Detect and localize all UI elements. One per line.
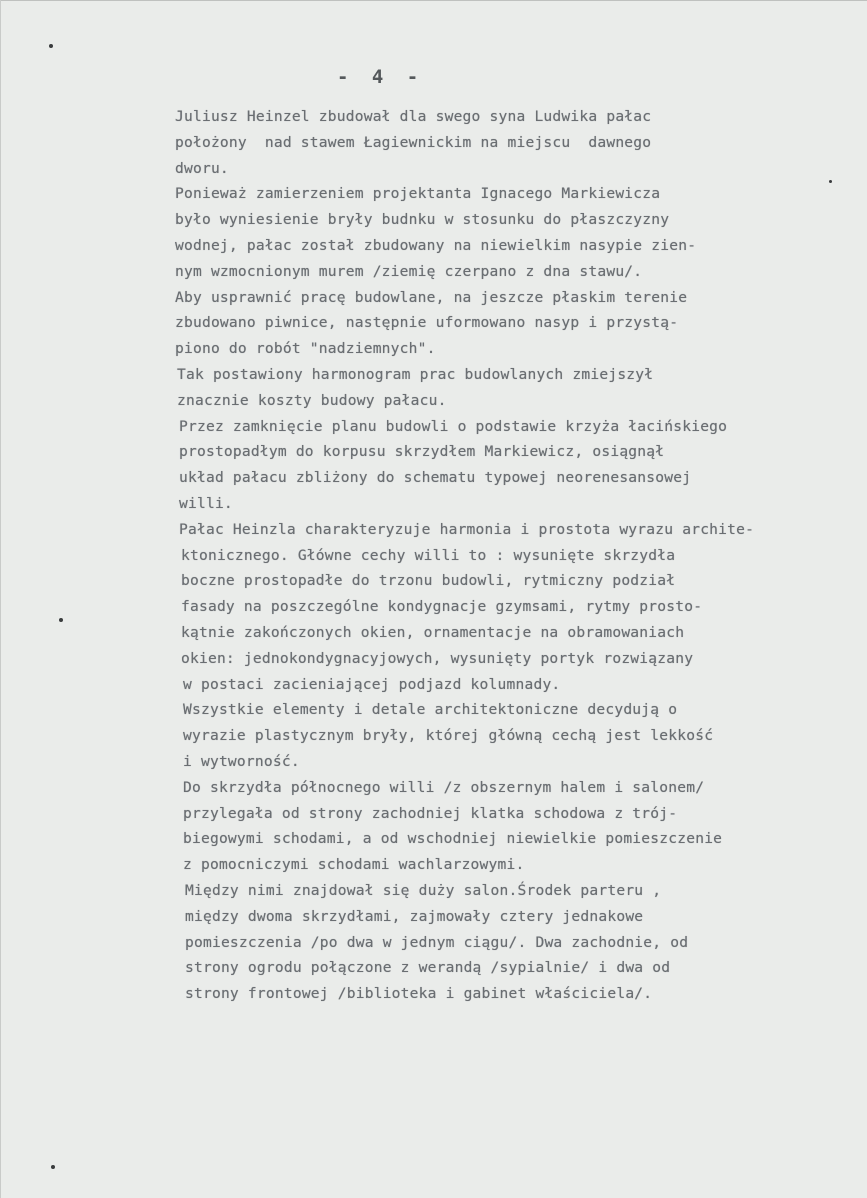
text-line: fasady na poszczególne kondygnacje gzymsami, rytmy prosto- bbox=[181, 598, 703, 616]
text-line: boczne prostopadłe do trzonu budowli, rytmiczny podział bbox=[181, 572, 676, 590]
text-line: Wszystkie elementy i detale architektoniczne decydują o bbox=[183, 701, 678, 719]
text-line: Juliusz Heinzel zbudował dla swego syna Ludwika pałac bbox=[175, 108, 652, 125]
text-line: układ pałacu zbliżony do schematu typowej neorenesansowej bbox=[179, 469, 692, 487]
text-line: położony nad stawem Łagiewnickim na miejscu dawnego bbox=[175, 133, 652, 151]
text-line: wyrazie plastycznym bryły, której główną cechą jest lekkość bbox=[183, 727, 714, 745]
text-line: Ponieważ zamierzeniem projektanta Ignacego Markiewicza bbox=[175, 185, 661, 203]
margin-speck bbox=[49, 44, 53, 48]
typewritten-body bbox=[175, 104, 855, 1007]
text-line: biegowymi schodami, a od wschodniej niewielkie pomieszczenie bbox=[183, 830, 723, 848]
text-line: było wyniesienie bryły budnku w stosunku do płaszczyzny bbox=[175, 211, 670, 229]
text-line: prostopadłym do korpusu skrzydłem Markiewicz, osiągnął bbox=[179, 443, 665, 461]
text-line: ktonicznego. Główne cechy willi to : wysunięte skrzydła bbox=[181, 546, 676, 564]
text-line: Aby usprawnić pracę budowlane, na jeszcze płaskim terenie bbox=[175, 288, 688, 306]
text-line: Między nimi znajdował się duży salon.Środek parteru , bbox=[185, 881, 662, 899]
text-line: dworu. bbox=[175, 159, 229, 177]
text-line: kątnie zakończonych okien, ornamentacje na obramowaniach bbox=[181, 623, 685, 641]
text-line: okien: jednokondygnacyjowych, wysunięty portyk rozwiązany bbox=[181, 649, 694, 667]
page-edge bbox=[1, 0, 867, 1]
page-number: - 4 - bbox=[337, 66, 425, 88]
text-line: Przez zamknięcie planu budowli o podstawie krzyża łacińskiego bbox=[179, 417, 728, 435]
text-line: i wytworność. bbox=[183, 752, 300, 770]
text-line: zbudowano piwnice, następnie uformowano nasyp i przystą- bbox=[175, 314, 679, 332]
text-line: przylegała od strony zachodniej klatka schodowa z trój- bbox=[183, 804, 678, 822]
text-line: strony ogrodu połączone z werandą /sypialnie/ i dwa od bbox=[185, 959, 671, 977]
text-line: nym wzmocnionym murem /ziemię czerpano z dna stawu/. bbox=[175, 262, 643, 280]
margin-speck bbox=[51, 1165, 55, 1169]
text-line: w postaci zacieniającej podjazd kolumnady. bbox=[183, 675, 561, 693]
text-line: willi. bbox=[179, 494, 233, 512]
text-line: pomieszczenia /po dwa w jednym ciągu/. Dwa zachodnie, od bbox=[185, 933, 689, 951]
text-line: Pałac Heinzla charakteryzuje harmonia i prostota wyrazu archite- bbox=[179, 520, 755, 538]
text-line: strony frontowej /biblioteka i gabinet właściciela/. bbox=[185, 985, 653, 1003]
text-line: między dwoma skrzydłami, zajmowały cztery jednakowe bbox=[185, 907, 644, 925]
text-line: wodnej, pałac został zbudowany na niewielkim nasypie zien- bbox=[175, 236, 697, 254]
text-line: z pomocniczymi schodami wachlarzowymi. bbox=[183, 856, 525, 874]
text-line: Do skrzydła północnego willi /z obszernym halem i salonem/ bbox=[183, 778, 705, 796]
text-line: piono do robót "nadziemnych". bbox=[175, 340, 436, 358]
margin-speck bbox=[59, 618, 63, 622]
text-line: znacznie koszty budowy pałacu. bbox=[177, 391, 447, 409]
text-line: Tak postawiony harmonogram prac budowlanych zmiejszył bbox=[177, 365, 654, 383]
